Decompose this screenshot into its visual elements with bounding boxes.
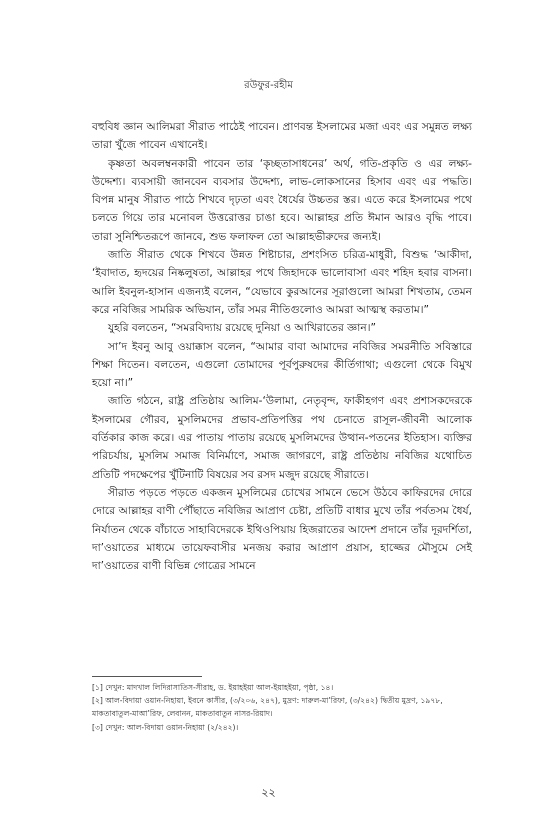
footnote-1: [১] দেখুন: মাদখাল লিদিরাসাতিস-সীরাহ, ড. ইয়াহইয়া আল-ইয়াহইয়া, পৃষ্ঠা, ১৪। bbox=[92, 683, 334, 692]
paragraph-3: জাতি সীরাত থেকে শিখবে উন্নত শিষ্টাচার, প্রশংসিত চরিত্র-মাধুরী, বিশুদ্ধ ‘আকীদা, ‘ইবাদাত, হৃদয়ের নিষ্কলুষতা, আল্লাহর পথে জিহাদকে ভালোবাসা এবং শহিদ হবার বাসনা। আলি ইবনুল-হাসান এজন্যই বলেন, “যেভাবে কুরআনের সূরাগুলো আমরা শিখতাম, তেমন করে নবিজির সামরিক অভিযান, তাঁর সমর নীতিগুলোও আমরা আত্মস্থ করতাম।” bbox=[92, 249, 472, 316]
body-text bbox=[92, 118, 472, 575]
paragraph-2: কৃষ্ণতা অবলম্বনকারী পাবেন তার ‘কৃচ্ছতাসাধনের’ অর্থ, গতি-প্রকৃতি ও এর লক্ষ্য-উদ্দেশ্য। ব্যবসায়ী জানবেন ব্যবসার উদ্দেশ্য, লাভ-লোকসানের হিসাব এবং এর পদ্ধতি। বিপন্ন মানুষ সীরাত পাঠে শিখবে দৃঢ়তা এবং ধৈর্যের উচ্চতর স্তর। এতে করে ইসলামের পথে চলতে গিয়ে তার মনোবল উত্তরোত্তর চাঙা হবে। আল্লাহর প্রতি ঈমান আরও বৃদ্ধি পাবে। তারা সুনিশ্চিতরূপে জানবে, শুভ ফলাফল তো আল্লাহভীরুদের জন্যই। bbox=[92, 157, 472, 243]
footnote-2: [২] আল-বিদায়া ওয়ান-নিহায়া, ইবনে কাসীর, (৩/২০৬, ২৪৭), মুদ্রণ: দারুল-মা’রিফা, (৩/২৪২) দ্বিতীয় মুদ্রণ, ১৯৭৮, মাকতাবাতুল-মাআ’রিফ, লেবানন, মাকতাবাতুন নাসর-রিয়াদ। bbox=[92, 696, 443, 719]
paragraph-4: যুহরি বলতেন, “সমরবিদ্যায় রয়েছে দুনিয়া ও আখিরাতের জ্ঞান।” bbox=[108, 322, 376, 335]
paragraph-1: বহুবিধ জ্ঞান আলিমরা সীরাত পাঠেই পাবেন। প্রাণবন্ত ইসলামের মজা এবং এর সমুন্নত লক্ষ্য তারা খুঁজে পাবেন এখানেই। bbox=[92, 121, 472, 152]
footnotes bbox=[92, 681, 472, 734]
paragraph-7: সীরাত পড়তে পড়তে একজন মুসলিমের চোখের সামনে ভেসে উঠবে কাফিরদের দোরে দোরে আল্লাহর বাণী পৌঁছাতে নবিজির আপ্রাণ চেষ্টা, প্রতিটি বাধার মুখে তাঁর পর্বতসম ধৈর্য, নির্যাতন থেকে বাঁচাতে সাহাবিদেরকে ইথিওপিয়ায় হিজরাতের আদেশ প্রদানে তাঁর দূরদর্শিতা, দা’ওয়াতের মাধ্যমে তায়েফবাসীর মনজয় করার আপ্রাণ প্রয়াস, হাজ্জের মৌসুমে সেই দা’ওয়াতের বাণী বিভিন্ন গোত্রের সামনে bbox=[92, 486, 472, 573]
paragraph-6: জাতি গঠনে, রাষ্ট্র প্রতিষ্ঠায় আলিম-‘উলামা, নেতৃবৃন্দ, ফাকীহগণ এবং প্রশাসকদেরকে ইসলামের গৌরব, মুসলিমদের প্রভাব-প্রতিপত্তির পথ চেনাতে রাসূল-জীবনী আলোক বর্তিকার কাজ করে। এর পাতায় পাতায় রয়েছে মুসলিমদের উত্থান-পতনের ইতিহাস। ব্যক্তির পরিচর্যায়, মুসলিম সমাজ বিনির্মাণে, সমাজ জাগরণে, রাষ্ট্র প্রতিষ্ঠায় নবিজির যথোচিত প্রতিটি পদক্ষেপের খুঁটিনাটি বিষয়ের সব রসদ মজুদ রয়েছে সীরাতে। bbox=[92, 395, 472, 481]
footnote-3: [৩] দেখুন: আল-বিদায়া ওয়ান-নিহায়া (২/২৪২)। bbox=[92, 722, 239, 732]
page-number: ২২ bbox=[261, 786, 276, 799]
running-head: রউফুর-রহীম bbox=[244, 80, 293, 91]
paragraph-5: সা’দ ইবনু আবু ওয়াক্কাস বলেন, “আমার বাবা আমাদের নবিজির সমরনীতি সবিস্তারে শিক্ষা দিতেন। বলতেন, এগুলো তোমাদের পূর্বপুরুষদের কীর্তিগাথা; এগুলো থেকে বিমুখ হয়ো না।” bbox=[92, 340, 472, 390]
footnote-divider bbox=[92, 676, 202, 677]
